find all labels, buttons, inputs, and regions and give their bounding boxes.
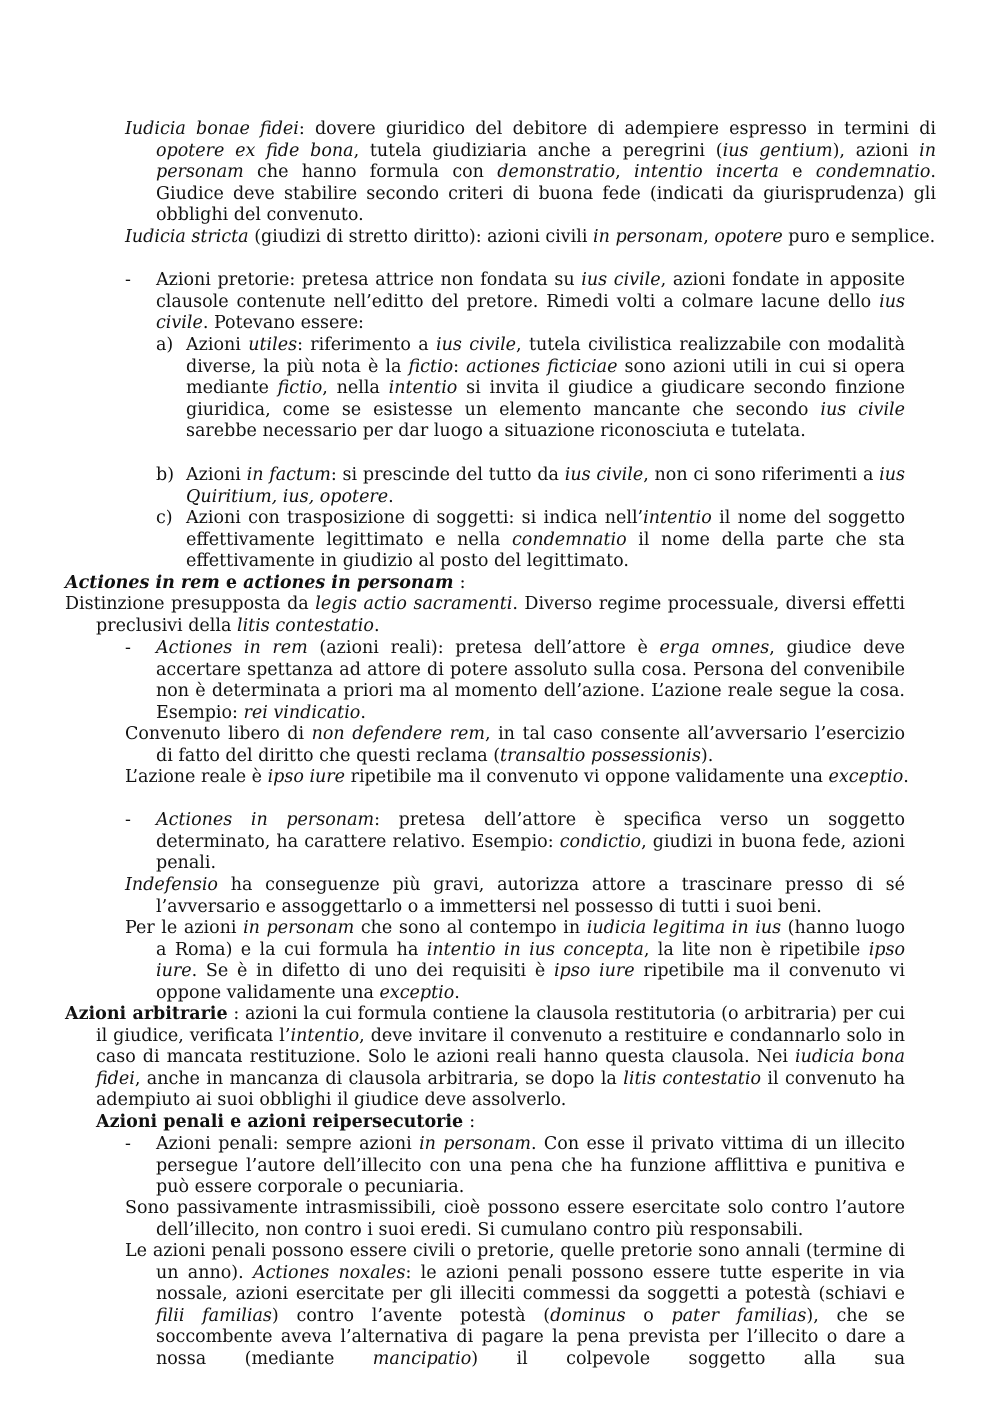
paragraph-indefensio: Indefensio ha conseguenze più gravi, autorizza attore a trascinare presso di sé l’avversario e assoggettarlo o a immettersi nel possesso di tutti i suoi beni.	[125, 875, 905, 917]
paragraph-azioni-penali: Azioni penali: sempre azioni in personam. Con esse il privato vittima di un illecito persegue l’autore dell’illecito con una pena che ha funzione afflittiva e punitiva e può essere corporale o pecuniaria.	[156, 1134, 905, 1198]
paragraph-trasposizione-soggetti: Azioni con trasposizione di soggetti: si indica nell’intentio il nome del soggetto effettivamente legittimato e nella condemnatio il nome della parte che sta effettivamente in giudizio al posto del legittimato.	[186, 508, 905, 572]
paragraph-azioni-in-personam-legitima: Per le azioni in personam che sono al contempo in iudicia legitima in ius (hanno luogo a Roma) e la cui formula ha intentio in ius concepta, la lite non è ripetibile ipso iure. Se è in difetto di uno dei requisiti è ipso iure ripetibile ma il convenuto vi oppone validamente una exceptio.	[125, 918, 906, 1003]
paragraph-iudicia-bonae-fidei: Iudicia bonae fidei: dovere giuridico del debitore di adempiere espresso in termini di opotere ex fide bona, tutela giudiziaria anche a peregrini (ius gentium), azioni in personam che hanno formula con demonstratio, intentio incerta e condemnatio. Giudice deve stabilire secondo criteri di buona fede (indicati da giurisprudenza) gli obblighi del convenuto.	[125, 119, 936, 226]
paragraph-actiones-in-personam: Actiones in personam: pretesa dell’attore è specifica verso un soggetto determinato, ha carattere relativo. Esempio: condictio, giudizi in buona fede, azioni penali.	[156, 810, 905, 874]
list-letter-c: c)	[156, 508, 173, 528]
list-letter-b: b)	[156, 465, 175, 485]
paragraph-iudicia-stricta: Iudicia stricta (giudizi di stretto diritto): azioni civili in personam, opotere puro e semplice.	[125, 227, 936, 247]
list-dash-actiones-in-rem: -	[125, 638, 131, 658]
paragraph-azioni-pretorie: Azioni pretorie: pretesa attrice non fondata su ius civile, azioni fondate in apposite clausole contenute nell’editto del pretore. Rimedi volti a colmare lacune dello ius civile. Potevano essere:	[156, 270, 906, 334]
paragraph-azioni-in-factum: Azioni in factum: si prescinde del tutto da ius civile, non ci sono riferimenti a ius Quiritium, ius, opotere.	[186, 465, 906, 507]
heading-azioni-penali-reipersecutorie: Azioni penali e azioni reipersecutorie :	[96, 1112, 476, 1132]
list-letter-a: a)	[156, 335, 174, 355]
paragraph-azione-reale-ripetibile: L’azione reale è ipso iure ripetibile ma il convenuto vi oppone validamente una exceptio.	[125, 767, 909, 787]
heading-actiones-in-rem-personam: Actiones in rem e actiones in personam :	[65, 573, 466, 593]
paragraph-azioni-arbitrarie: Azioni arbitrarie : azioni la cui formula contiene la clausola restitutoria (o arbitraria) per cui il giudice, verificata l’intentio, deve invitare il convenuto a restituire e condannarlo solo in caso di mancata restituzione. Solo le azioni reali hanno questa clausola. Nei iudicia bona fidei, anche in mancanza di clausola arbitraria, se dopo la litis contestatio il convenuto ha adempiuto ai suoi obblighi il giudice deve assolverlo.	[65, 1004, 906, 1111]
paragraph-azioni-utiles: Azioni utiles: riferimento a ius civile, tutela civilistica realizzabile con modalità diverse, la più nota è la fictio: actiones ficticiae sono azioni utili in cui si opera mediante fictio, nella intentio si invita il giudice a giudicare secondo finzione giuridica, come se esistesse un elemento mancante che secondo ius civile sarebbe necessario per dar luogo a situazione riconosciuta e tutelata.	[186, 335, 906, 442]
paragraph-intrasmissibili: Sono passivamente intrasmissibili, cioè possono essere esercitate solo contro l’autore dell’illecito, non contro i suoi eredi. Si cumulano contro più responsabili.	[125, 1198, 905, 1240]
paragraph-convenuto-libero: Convenuto libero di non defendere rem, in tal caso consente all’avversario l’esercizio di fatto del diritto che questi reclama (transaltio possessionis).	[125, 724, 905, 766]
list-dash-azioni-pretorie: -	[125, 270, 131, 290]
paragraph-actiones-noxales: Le azioni penali possono essere civili o pretorie, quelle pretorie sono annali (termine di un anno). Actiones noxales: le azioni penali possono essere tutte esperite in via nossale, azioni esercitate per gli illeciti commessi da soggetti a potestà (schiavi e filii familias) contro l’avente potestà (dominus o pater familias), che se soccombente aveva l’alternativa di pagare la pena prevista per l’illecito o dare a nossa (mediante mancipatio) il colpevole soggetto alla sua	[125, 1241, 906, 1369]
paragraph-actiones-in-rem: Actiones in rem (azioni reali): pretesa dell’attore è erga omnes, giudice deve accertare spettanza ad attore di potere assoluto sulla cosa. Persona del convenibile non è determinata a priori ma al momento dell’azione. L’azione reale segue la cosa. Esempio: rei vindicatio.	[156, 638, 905, 723]
list-dash-actiones-in-personam: -	[125, 810, 131, 830]
list-dash-azioni-penali: -	[125, 1134, 131, 1154]
paragraph-distinzione: Distinzione presupposta da legis actio sacramenti. Diverso regime processuale, diversi effetti preclusivi della litis contestatio.	[65, 594, 906, 636]
